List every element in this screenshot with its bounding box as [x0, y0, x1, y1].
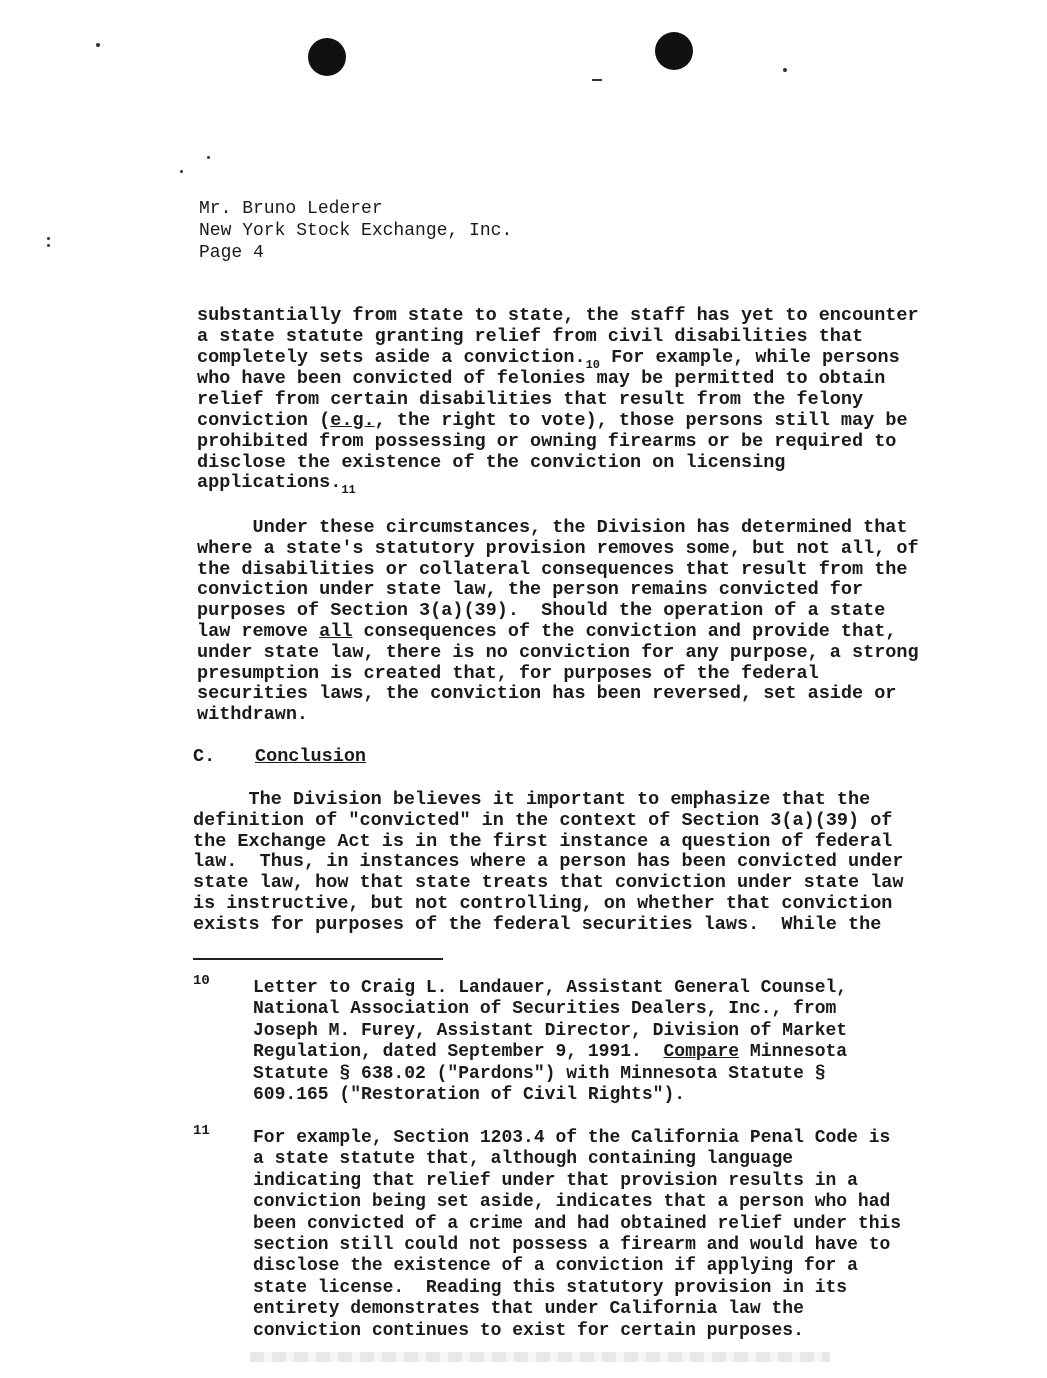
scan-speck [180, 170, 183, 173]
footnote-line: National Association of Securities Dealers, Inc., from [253, 999, 837, 1020]
paragraph-line: prohibited from possessing or owning firearms or be required to [197, 430, 897, 452]
scan-mark [592, 79, 602, 81]
scan-speck [783, 68, 787, 72]
footnote-line: disclose the existence of a conviction if applying for a [253, 1256, 858, 1277]
footnote-line: state license. Reading this statutory provision in its [253, 1277, 848, 1298]
paragraph-line: is instructive, but not controlling, on whether that conviction [193, 892, 893, 914]
paragraph-line: completely sets aside a $conviction._{10}$ For example, while persons [197, 346, 900, 372]
paragraph-2 [197, 518, 1027, 726]
scan-speck [207, 156, 210, 159]
recipient-name: Mr. Bruno Lederer [199, 199, 383, 219]
paragraph-line: who have been convicted of felonies may be permitted to obtain [197, 368, 886, 390]
paragraph-line: presumption is created that, for purposes of the federal [197, 662, 819, 684]
punch-hole-right [655, 32, 693, 70]
footnote-11 [193, 1123, 1013, 1342]
paragraph-line: a state statute granting relief from civil disabilities that [197, 325, 864, 347]
section-title: Conclusion [255, 746, 367, 767]
footnote-number: 10 [193, 973, 210, 989]
paragraph-line: conviction under state law, the person remains convicted for [197, 579, 864, 601]
paragraph-line: disclose the existence of the conviction on licensing [197, 451, 786, 473]
scan-speck [47, 237, 50, 240]
paragraph-line: definition of "convicted" in the context of Section 3(a)(39) of [193, 809, 893, 831]
footnote-10 [193, 973, 1013, 1106]
paragraph-line: state law, how that state treats that conviction under state law [193, 872, 904, 894]
footnote-line: Statute § 638.02 ("Pardons") with Minnesota Statute § [253, 1063, 826, 1084]
section-letter: C. [193, 746, 216, 767]
scan-speck [47, 244, 50, 247]
scan-speck [96, 43, 100, 47]
paragraph-line: where a state's statutory provision removes some, but not all, of [197, 537, 919, 559]
paragraph-line: substantially from state to state, the staff has yet to encounter [197, 305, 919, 326]
footnote-line: 609.165 ("Restoration of Civil Rights"). [253, 1085, 686, 1106]
paragraph-line: withdrawn. [197, 704, 309, 726]
eg-abbreviation: e.g. [330, 409, 375, 431]
paragraph-line: securities laws, the conviction has been reversed, set aside or [197, 683, 897, 705]
footnote-line: a state statute that, although containing language [253, 1149, 794, 1170]
compare-signal: Compare [663, 1042, 740, 1063]
footnote-line: section still could not possess a firearm and would have to [253, 1235, 891, 1256]
letter-header [199, 198, 512, 264]
footnote-line: For example, Section 1203.4 of the California Penal Code is [253, 1128, 891, 1148]
paragraph-line: purposes of Section 3(a)(39). Should the operation of a state [197, 600, 886, 622]
paragraph-line: exists for purposes of the federal securities laws. While the [193, 913, 882, 935]
paragraph-line: relief from certain disabilities that result from the felony [197, 389, 864, 411]
paragraph-1 [197, 305, 1027, 498]
footnote-line: Joseph M. Furey, Assistant Director, Division of Market [253, 1020, 848, 1041]
page-number: Page 4 [199, 243, 264, 263]
paragraph-line: the Exchange Act is in the first instance a question of federal [193, 830, 893, 852]
footnote-divider [193, 958, 443, 960]
footnote-line: Letter to Craig L. Landauer, Assistant General Counsel, [253, 978, 848, 998]
paragraph-line: under state law, there is no conviction for any purpose, a strong [197, 641, 919, 663]
footnote-ref-10: 10 [585, 357, 600, 372]
footnote-line: Regulation, dated September 9, 1991. Compare Minnesota [253, 1042, 848, 1063]
paragraph-line: conviction (e.g., the right to vote), those persons still may be [197, 409, 908, 431]
footnote-line: conviction continues to exist for certain purposes. [253, 1320, 804, 1341]
paragraph-3 [193, 790, 1023, 936]
footnote-line: been convicted of a crime and had obtained relief under this [253, 1213, 902, 1234]
footnote-number: 11 [193, 1123, 210, 1139]
paragraph-line: The Division believes it important to emphasize that the [193, 789, 871, 810]
scan-smudge [250, 1352, 830, 1362]
paragraph-line: law. Thus, in instances where a person has been convicted under [193, 851, 904, 873]
paragraph-line: Under these circumstances, the Division has determined that [197, 517, 908, 538]
recipient-organization: New York Stock Exchange, Inc. [199, 221, 513, 241]
footnote-line: indicating that relief under that provision results in a [253, 1170, 858, 1191]
footnote-line: conviction being set aside, indicates that a person who had [253, 1192, 891, 1213]
footnote-ref-11: 11 [341, 483, 356, 498]
all-emphasis: all [319, 620, 353, 642]
paragraph-line: $applications._{11}$ [197, 472, 356, 498]
paragraph-line: the disabilities or collateral consequences that result from the [197, 558, 908, 580]
paragraph-line: law remove all consequences of the conviction and provide that, [197, 620, 897, 642]
punch-hole-left [308, 38, 346, 76]
section-heading [193, 746, 366, 768]
footnote-line: entirety demonstrates that under California law the [253, 1299, 804, 1320]
